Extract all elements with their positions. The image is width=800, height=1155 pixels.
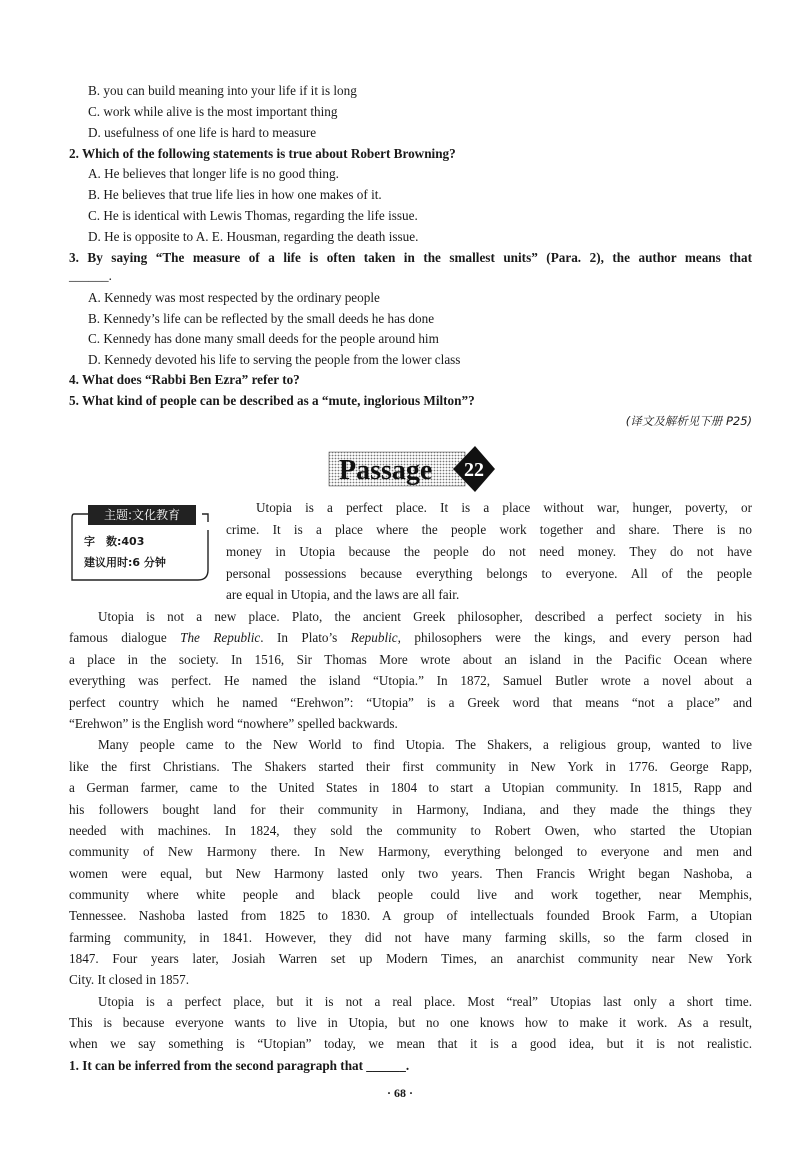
para2-line-6: “Erehwon” is the English word “nowhere” spelled backwards. [69,716,398,731]
para2-text: , philosophers were the kings, and every person had [397,630,752,645]
passage-banner-graphic [325,442,497,494]
para2-text: . In Plato’s [260,630,351,645]
para2-line-5: perfect country which he named “Erehwon”: “Utopia” is a Greek word that means “not a place” and [69,695,752,710]
passage-word: Passage [339,455,433,486]
para2-text: famous dialogue [69,630,181,645]
question-2-option-d: D. He is opposite to A. E. Housman, regarding the death issue. [88,229,419,244]
para3-line-10: farming community, in 1841. However, they did not have many farming skills, so the farm closed in [69,930,752,945]
para3-line-6: community of New Harmony there. In New Harmony, everything belonged to everyone and men and [69,844,752,859]
title-the-republic: The Republic [180,630,261,645]
para3-line-3: a German farmer, came to the United States in 1804 to start a Utopian community. In 1815, Rapp and [69,780,752,795]
para3-line-1: Many people came to the New World to find Utopia. The Shakers, a religious group, wanted to live [98,737,752,752]
para2-line-3: a place in the society. In 1516, Sir Thomas More wrote about an island in the Pacific Ocean where [69,652,752,667]
para3-line-8: community where white people and black people could live and work together, near Memphis, [69,887,752,902]
para3-line-12: City. It closed in 1857. [69,972,190,987]
translation-note: (译文及解析见下册 P25) [625,414,752,428]
topic-suggested-time: 建议用时:6 分钟 [84,556,166,569]
question-2-option-c: C. He is identical with Lewis Thomas, regarding the life issue. [88,208,418,223]
question-3-blank: ______. [69,268,112,283]
para4-line-3: when we say something is “Utopian” today, we mean that it is a good idea, but it is not realistic. [69,1036,752,1051]
prev-option-c: C. work while alive is the most important thing [88,104,338,119]
topic-title: 主题:文化教育 [88,505,196,525]
question-5-stem: 5. What kind of people can be described as a “mute, inglorious Milton”? [69,393,475,408]
passage-number: 22 [464,459,484,481]
question-3-option-d: D. Kennedy devoted his life to serving the people from the lower class [88,352,461,367]
para3-line-7: women were equal, but New Harmony lasted only two years. Then Francis Wright began Nashoba, a [69,866,752,881]
para4-line-2: This is because everyone wants to live in Utopia, but no one knows how to make it work. As a result, [69,1015,752,1030]
title-republic: Republic [350,630,398,645]
para1-line-4: personal possessions because everything belongs to everyone. All of the people [226,566,752,581]
question-2-stem: 2. Which of the following statements is true about Robert Browning? [69,146,456,161]
para2-line-1: Utopia is not a new place. Plato, the ancient Greek philosopher, described a perfect society in his [98,609,752,624]
passage-banner [325,442,497,494]
para1-line-2: crime. It is a place where the people work together and share. There is no [226,522,752,537]
topic-word-count: 字 数:403 [84,535,145,548]
prev-option-d: D. usefulness of one life is hard to measure [88,125,317,140]
page-number: · 68 · [386,1086,413,1100]
question-2-option-b: B. He believes that true life lies in how one makes of it. [88,187,382,202]
para1-line-1: Utopia is a perfect place. It is a place without war, hunger, poverty, or [256,500,752,515]
para3-line-9: Tennessee. Nashoba lasted from 1825 to 1830. A group of intellectuals founded Brook Farm, a Utopian [69,908,752,923]
para3-line-11: 1847. Four years later, Josiah Warren set up Modern Times, an anarchist community near New York [69,951,752,966]
para2-line-4: everything was perfect. He named the island “Utopia.” In 1872, Samuel Butler wrote a novel about a [69,673,752,688]
question-2-option-a: A. He believes that longer life is no good thing. [88,166,339,181]
para2-line-2 [69,630,752,646]
para3-line-2: like the first Christians. The Shakers started their first community in New York in 1776. George Rapp, [69,759,752,774]
para3-line-4: his followers bought land for their community in Harmony, Indiana, and they made the things they [69,802,752,817]
question-4-stem: 4. What does “Rabbi Ben Ezra” refer to? [69,372,300,387]
para1-line-5: are equal in Utopia, and the laws are all fair. [226,587,460,602]
para4-line-1: Utopia is a perfect place, but it is not a real place. Most “real” Utopias last only a short time. [98,994,752,1009]
question-3-option-b: B. Kennedy’s life can be reflected by the small deeds he has done [88,311,435,326]
question-3-option-c: C. Kennedy has done many small deeds for the people around him [88,331,439,346]
question-3-stem: 3. By saying “The measure of a life is often taken in the smallest units” (Para. 2), the author means that [69,250,752,265]
para1-line-3: money in Utopia because the people do not need money. They do not have [226,544,752,559]
para3-line-5: needed with machines. In 1824, they sold the community to Robert Owen, who started the Utopian [69,823,752,838]
prev-option-b: B. you can build meaning into your life if it is long [88,83,357,98]
passage-question-1-stem: 1. It can be inferred from the second paragraph that ______. [69,1058,410,1073]
question-3-option-a: A. Kennedy was most respected by the ordinary people [88,290,380,305]
